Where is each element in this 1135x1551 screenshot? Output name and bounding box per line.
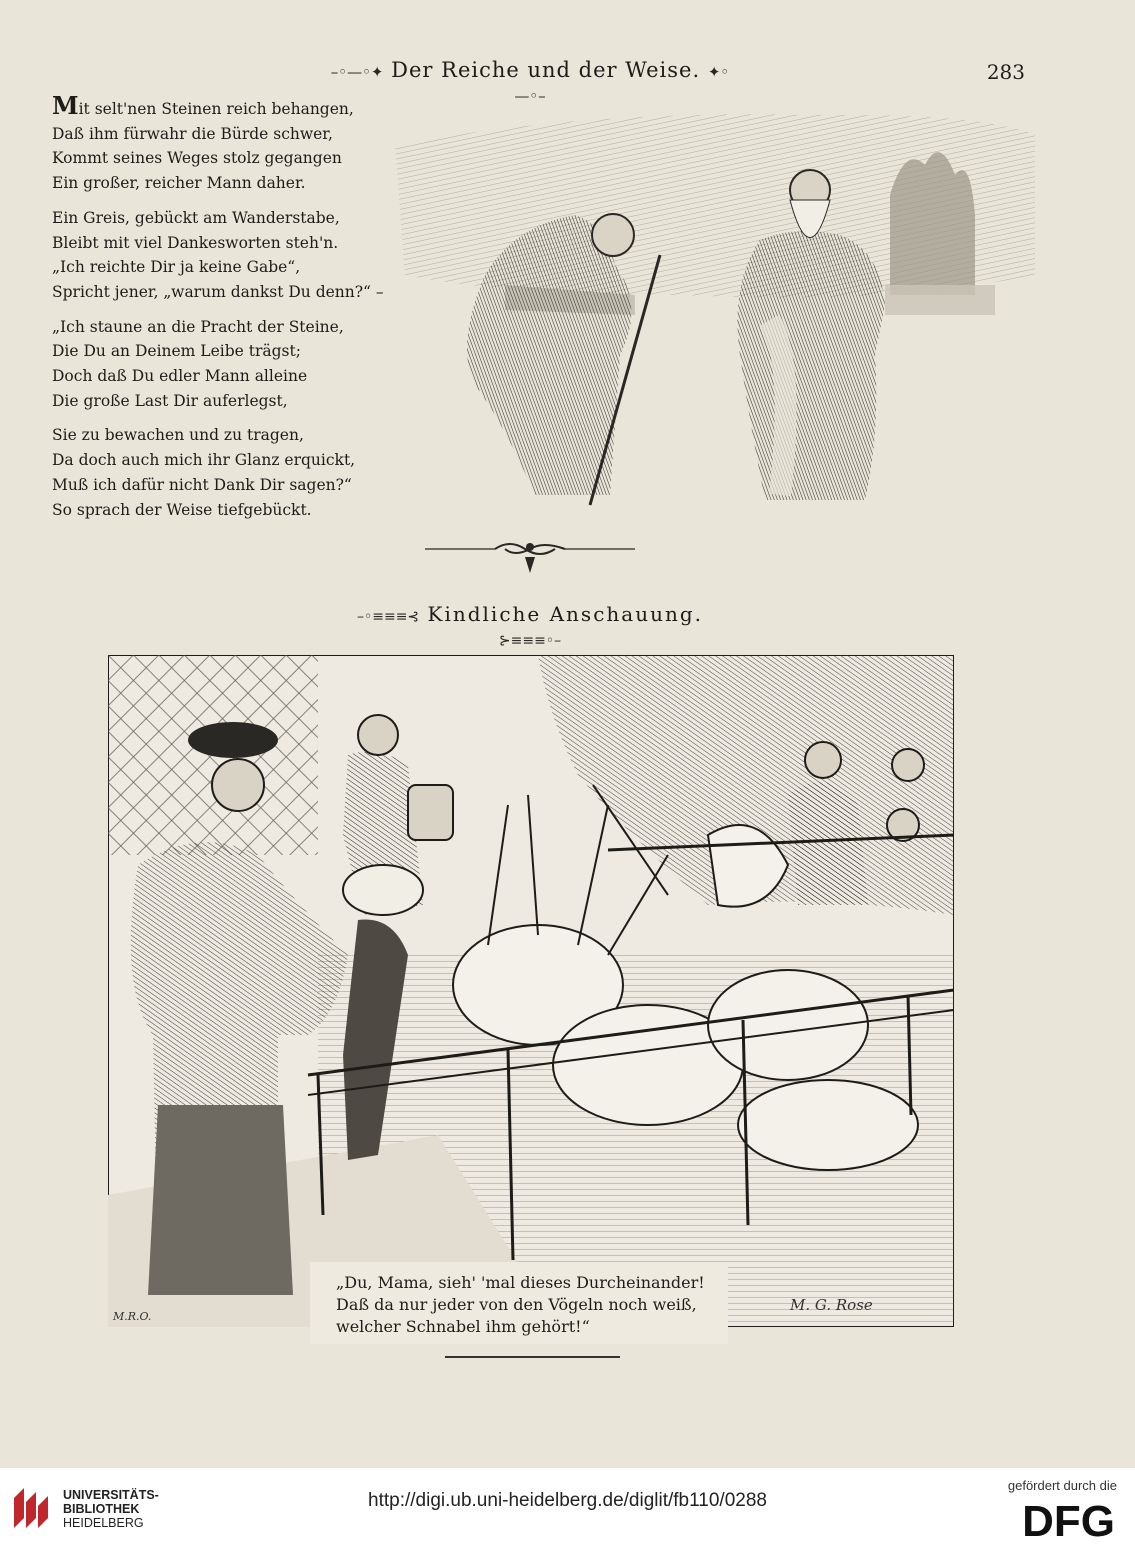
poem-line <box>52 91 392 122</box>
title-ornament-right: ⊱≡≡≡◦– <box>498 633 562 649</box>
library-name-line: BIBLIOTHEK <box>63 1502 140 1516</box>
drop-cap: M <box>52 91 79 120</box>
illustration-pelicans <box>108 655 954 1327</box>
poem-line: Spricht jener, „warum dankst Du denn?“ – <box>52 282 384 301</box>
poem <box>52 91 392 532</box>
illustration-rich-and-wise <box>385 105 1040 520</box>
dfg-logo[interactable] <box>1007 1496 1117 1540</box>
poem-line-text: it selt'nen Steinen reich behangen, <box>78 100 354 118</box>
poem-line: Ein großer, reicher Mann daher. <box>52 174 306 193</box>
library-name-line: HEIDELBERG <box>63 1516 144 1530</box>
page-number: 283 <box>986 60 1025 84</box>
poem-line: Die große Last Dir auferlegst, <box>52 391 288 410</box>
viewer-footer <box>0 1468 1135 1551</box>
poem-line: Muß ich dafür nicht Dank Dir sagen?“ <box>52 475 352 494</box>
title-ornament-left: –◦≡≡≡⊰ <box>356 609 420 625</box>
header-ornament-right: ✦◦—◦– <box>514 63 730 105</box>
artist-monogram: M.R.O. <box>113 1310 152 1323</box>
caption-line: „Du, Mama, sieh' 'mal dieses Durcheinander! <box>336 1273 705 1292</box>
poem-line: „Ich staune an die Pracht der Steine, <box>52 317 344 336</box>
poem-line: Kommt seines Weges stolz gegangen <box>52 149 342 168</box>
poem-stanza <box>52 206 392 305</box>
artist-signature: M. G. Rose <box>790 1296 873 1314</box>
poem-line: So sprach der Weise tiefgebückt. <box>52 500 312 519</box>
poem-line: Daß ihm fürwahr die Bürde schwer, <box>52 124 333 143</box>
poem-line: „Ich reichte Dir ja keine Gabe“, <box>52 258 301 277</box>
pelican-drawing <box>108 655 954 1327</box>
poem-stanza <box>52 91 392 196</box>
poem-line: Die Du an Deinem Leibe trägst; <box>52 342 301 361</box>
section-title-text: Kindliche Anschauung. <box>427 602 704 626</box>
section-title <box>330 602 730 650</box>
library-name-line: UNIVERSITÄTS- <box>63 1488 159 1502</box>
poem-line: Sie zu bewachen und zu tragen, <box>52 426 304 445</box>
poem-line: Da doch auch mich ihr Glanz erquickt, <box>52 451 356 470</box>
permalink-url[interactable]: http://digi.ub.uni-heidelberg.de/diglit/fb110/0288 <box>368 1490 767 1511</box>
dfg-logo-text: DFG <box>1022 1497 1115 1540</box>
poem-line: Ein Greis, gebückt am Wanderstabe, <box>52 208 340 227</box>
page-title: Der Reiche und der Weise. <box>391 58 701 82</box>
closing-rule <box>445 1356 620 1358</box>
poem-line: Doch daß Du edler Mann alleine <box>52 367 308 386</box>
illustration-caption <box>310 1262 728 1344</box>
poem-stanza <box>52 423 392 522</box>
header-ornament-left: –◦—◦✦ <box>330 63 384 81</box>
divider-ornament <box>425 535 635 580</box>
poem-line: Bleibt mit viel Dankesworten steh'n. <box>52 233 339 252</box>
funding-label: gefördert durch die <box>1007 1478 1117 1493</box>
poem-stanza <box>52 315 392 414</box>
caption-line: welcher Schnabel ihm gehört!“ <box>336 1317 590 1336</box>
caption-line: Daß da nur jeder von den Vögeln noch weiß, <box>336 1295 697 1314</box>
